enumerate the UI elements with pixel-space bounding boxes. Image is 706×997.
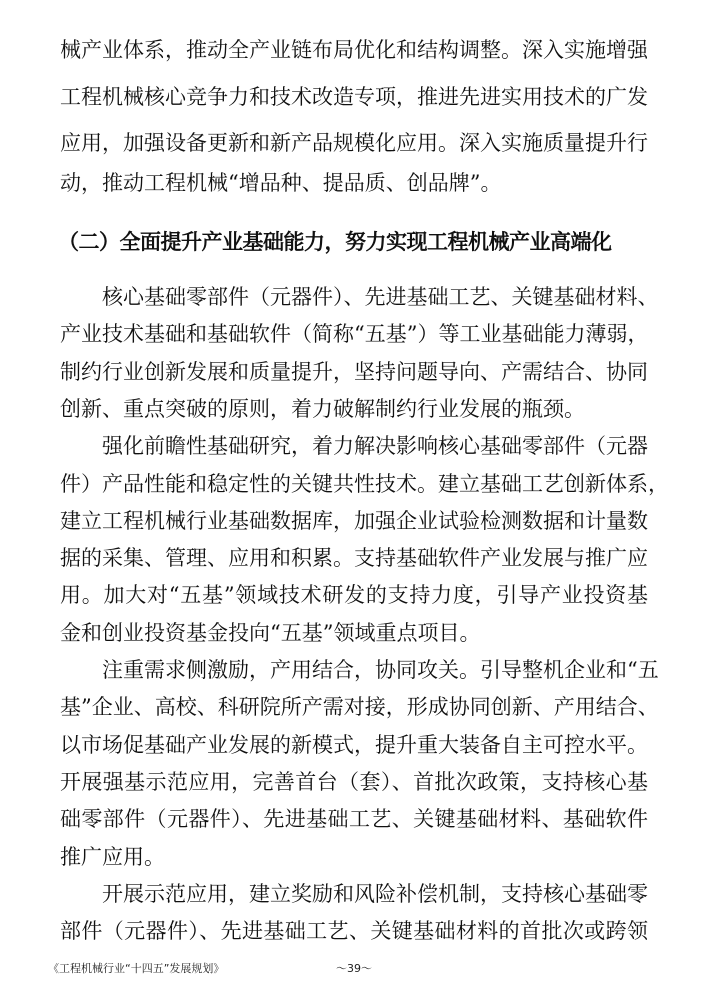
text-line: 金和创业投资基金投向“五基”领域重点项目。 bbox=[60, 620, 481, 645]
text-line: 械产业体系，推动全产业链布局优化和结构调整。深入实施增强 bbox=[60, 38, 648, 62]
text-line: 础零部件（元器件）、先进基础工艺、关键基础材料、基础软件 bbox=[60, 807, 648, 832]
text-line: 创新、重点突破的原则，着力破解制约行业发展的瓶颈。 bbox=[60, 396, 585, 421]
text-line: 件）产品性能和稳定性的关键共性技术。建立基础工艺创新体系， bbox=[60, 471, 669, 496]
text-line: 基”企业、高校、科研院所产需对接，形成协同创新、产用结合、 bbox=[60, 695, 659, 720]
paragraph-first-line: 核心基础零部件（元器件）、先进基础工艺、关键基础材料、 bbox=[102, 285, 659, 309]
text-line: 用。加大对“五基”领域技术研发的支持力度，引导产业投资基 bbox=[60, 583, 648, 608]
section-heading: （二）全面提升产业基础能力，努力实现工程机械产业高端化 bbox=[58, 230, 612, 254]
text-line: 开展强基示范应用，完善首台（套）、首批次政策，支持核心基 bbox=[60, 769, 648, 794]
paragraph-first-line: 强化前瞻性基础研究，着力解决影响核心基础零部件（元器 bbox=[102, 434, 648, 459]
text-line: 以市场促基础产业发展的新模式，提升重大装备自主可控水平。 bbox=[60, 732, 648, 757]
text-line: 应用，加强设备更新和新产品规模化应用。深入实施质量提升行 bbox=[60, 131, 648, 155]
footer-document-title: 《工程机械行业“十四五”发展规划》 bbox=[48, 962, 225, 975]
text-line: 建立工程机械行业基础数据库，加强企业试验检测数据和计量数 bbox=[60, 508, 648, 533]
paragraph-first-line: 开展示范应用，建立奖励和风险补偿机制，支持核心基础零 bbox=[102, 881, 648, 906]
text-line: 部件（元器件）、先进基础工艺、关键基础材料的首批次或跨领 bbox=[60, 919, 648, 944]
text-line: 动，推动工程机械“增品种、提品质、创品牌”。 bbox=[60, 171, 502, 195]
paragraph-first-line: 注重需求侧激励，产用结合，协同攻关。引导整机企业和“五 bbox=[102, 658, 659, 682]
footer-page-number: ～39～ bbox=[336, 962, 372, 975]
text-line: 工程机械核心竞争力和技术改造专项，推进先进实用技术的广发 bbox=[60, 85, 648, 109]
text-line: 据的采集、管理、应用和积累。支持基础软件产业发展与推广应 bbox=[60, 546, 648, 571]
text-line: 制约行业创新发展和质量提升，坚持问题导向、产需结合、协同 bbox=[60, 359, 648, 384]
text-line: 推广应用。 bbox=[60, 844, 165, 869]
text-line: 产业技术基础和基础软件（简称“五基”）等工业基础能力薄弱， bbox=[60, 322, 649, 347]
